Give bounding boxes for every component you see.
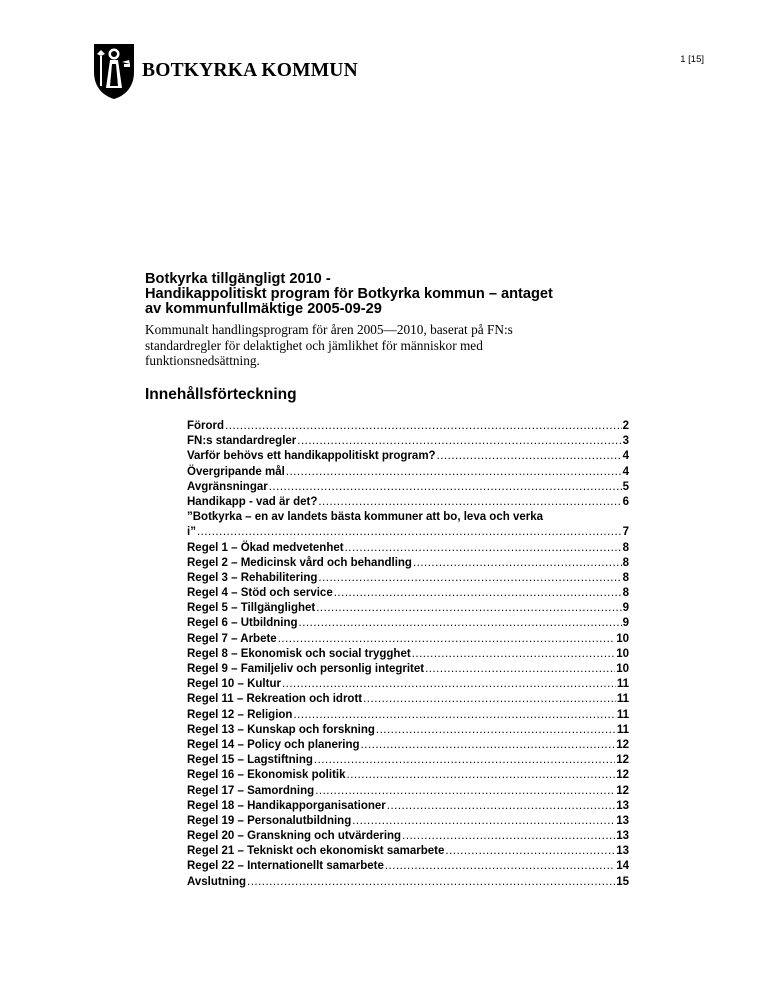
dot-leader xyxy=(247,875,615,890)
toc-entry-page: 11 xyxy=(616,678,629,691)
toc-entry-page: 8 xyxy=(622,541,629,554)
toc-entry-label: Regel 8 – Ekonomisk och social trygghet xyxy=(187,647,411,660)
dot-leader xyxy=(286,465,622,480)
toc-entry[interactable] xyxy=(187,601,629,616)
toc-entry-page: 8 xyxy=(622,556,629,569)
municipal-coat-of-arms-icon xyxy=(92,42,136,100)
toc-entry-label: Regel 10 – Kultur xyxy=(187,678,281,691)
toc-entry[interactable] xyxy=(187,541,629,556)
dot-leader xyxy=(269,480,622,495)
title-line: Botkyrka tillgängligt 2010 - xyxy=(145,271,331,287)
toc-entry[interactable] xyxy=(187,708,629,723)
toc-entry[interactable] xyxy=(187,465,629,480)
toc-entry-label: Avslutning xyxy=(187,875,246,888)
toc-entry-label: Varför behövs ett handikappolitiskt program? xyxy=(187,450,436,463)
toc-entry-label: Handikapp - vad är det? xyxy=(187,495,318,508)
dot-leader xyxy=(402,829,615,844)
toc-entry-page: 4 xyxy=(622,465,629,478)
toc-entry-label: Regel 3 – Rehabilitering xyxy=(187,571,318,584)
dot-leader xyxy=(318,495,621,510)
toc-entry-label: Regel 22 – Internationellt samarbete xyxy=(187,860,384,873)
toc-entry-page: 10 xyxy=(616,632,629,645)
toc-entry[interactable] xyxy=(187,495,629,510)
toc-entry-page: 12 xyxy=(616,784,629,797)
toc-entry[interactable] xyxy=(187,586,629,601)
toc-group xyxy=(187,541,629,890)
toc-entry[interactable] xyxy=(187,616,629,631)
dot-leader xyxy=(282,677,616,692)
title-line: Handikappolitiskt program för Botkyrka kommun – antaget xyxy=(145,286,553,303)
toc-entry-page: 11 xyxy=(616,723,629,736)
dot-leader xyxy=(352,814,615,829)
toc-entry[interactable] xyxy=(187,480,629,495)
toc-entry-label: Regel 6 – Utbildning xyxy=(187,617,298,630)
toc-entry[interactable] xyxy=(187,662,629,677)
organization-name: BOTKYRKA KOMMUN xyxy=(142,60,358,81)
toc-heading: Innehållsförteckning xyxy=(145,386,297,403)
dot-leader xyxy=(347,768,616,783)
toc-entry[interactable] xyxy=(187,859,629,874)
toc-entry-label: ”Botkyrka – en av landets bästa kommuner att bo, leva och verka xyxy=(187,511,544,524)
toc-entry-page: 12 xyxy=(616,769,629,782)
toc-entry-label: Förord xyxy=(187,420,225,432)
toc-entry-page: 8 xyxy=(622,587,629,600)
toc-entry-label: Regel 19 – Personalutbildning xyxy=(187,814,352,827)
toc-entry-page: 10 xyxy=(616,647,629,660)
toc-entry-page: 13 xyxy=(616,799,629,812)
toc-entry-label: Regel 1 – Ökad medvetenhet xyxy=(187,541,344,554)
toc-entry[interactable] xyxy=(187,738,629,753)
toc-entry-label: Regel 18 – Handikapporganisationer xyxy=(187,799,386,812)
toc-entry-label: Övergripande mål xyxy=(187,465,285,478)
intro-line: standardregler för delaktighet och jämlikhet för människor med xyxy=(145,337,483,353)
dot-leader xyxy=(437,449,622,464)
toc-entry-label: Regel 12 – Religion xyxy=(187,708,293,721)
toc-group xyxy=(187,419,629,510)
toc-entry-label: Regel 21 – Tekniskt och ekonomiskt samarbete xyxy=(187,845,445,858)
toc-entry[interactable] xyxy=(187,784,629,799)
dot-leader xyxy=(293,708,615,723)
toc-entry-page: 14 xyxy=(616,860,629,873)
dot-leader xyxy=(387,799,615,814)
toc-entry[interactable] xyxy=(187,434,629,449)
document-title xyxy=(145,272,665,318)
dot-leader xyxy=(225,419,622,434)
toc-entry[interactable] xyxy=(187,419,629,434)
dot-leader xyxy=(299,616,622,631)
toc-entry-page: 8 xyxy=(622,571,629,584)
toc-entry[interactable] xyxy=(187,510,629,540)
toc-entry-page: 6 xyxy=(622,495,629,508)
toc-entry-page: 9 xyxy=(622,617,629,630)
dot-leader xyxy=(445,844,615,859)
dot-leader xyxy=(278,632,616,647)
toc-entry-page: 3 xyxy=(622,435,629,448)
dot-leader xyxy=(376,723,616,738)
toc-entry-page: 13 xyxy=(616,845,629,858)
toc-entry-page: 13 xyxy=(616,814,629,827)
toc-entry-label: Regel 13 – Kunskap och forskning xyxy=(187,723,375,736)
toc-entry-page: 2 xyxy=(622,420,629,432)
dot-leader xyxy=(314,753,615,768)
dot-leader xyxy=(345,541,622,556)
dot-leader xyxy=(297,434,621,449)
toc-entry-label: Regel 9 – Familjeliv och personlig integritet xyxy=(187,663,425,676)
toc-entry[interactable] xyxy=(187,692,629,707)
toc-entry-label: Regel 14 – Policy och planering xyxy=(187,738,360,751)
toc-entry[interactable] xyxy=(187,571,629,586)
toc-entry-page: 12 xyxy=(616,754,629,767)
toc-entry-page: 10 xyxy=(616,663,629,676)
toc-entry[interactable] xyxy=(187,875,629,890)
toc-entry-label: Regel 15 – Lagstiftning xyxy=(187,754,313,767)
toc-entry-label: Avgränsningar xyxy=(187,480,268,493)
toc-entry-page: 11 xyxy=(616,708,629,721)
title-line: av kommunfullmäktige 2005-09-29 xyxy=(145,301,382,318)
dot-leader xyxy=(363,692,616,707)
toc-entry-continuation xyxy=(187,525,629,540)
toc-entry-page: 9 xyxy=(622,602,629,615)
toc-entry-label: Regel 7 – Arbete xyxy=(187,632,277,645)
toc-entry[interactable] xyxy=(187,768,629,783)
toc-entry-label: Regel 11 – Rekreation och idrott xyxy=(187,693,363,706)
toc-entry-page: 12 xyxy=(616,738,629,751)
toc-entry-page: 15 xyxy=(616,875,629,888)
toc-entry-page: 11 xyxy=(616,693,629,706)
page-number: 1 [15] xyxy=(680,54,704,65)
toc-entry[interactable] xyxy=(187,814,629,829)
intro-line: Kommunalt handlingsprogram för åren 2005—2010, baserat på FN:s xyxy=(145,322,513,337)
toc-entry-label: Regel 17 – Samordning xyxy=(187,784,315,797)
dot-leader xyxy=(361,738,616,753)
toc-entry-page: 7 xyxy=(622,526,629,539)
toc-entry[interactable] xyxy=(187,844,629,859)
toc-entry[interactable] xyxy=(187,723,629,738)
toc-entry-label: Regel 5 – Tillgänglighet xyxy=(187,602,316,615)
toc-entry-page: 5 xyxy=(622,480,629,493)
toc-entry-label: Regel 4 – Stöd och service xyxy=(187,587,333,600)
toc-entry[interactable] xyxy=(187,753,629,768)
intro-paragraph xyxy=(145,322,615,369)
table-of-contents xyxy=(187,419,629,890)
dot-leader xyxy=(318,571,621,586)
intro-line: funktionsnedsättning. xyxy=(145,353,260,368)
toc-entry[interactable] xyxy=(187,647,629,662)
dot-leader xyxy=(412,647,616,662)
dot-leader xyxy=(316,601,621,616)
toc-entry[interactable] xyxy=(187,556,629,571)
letterhead xyxy=(92,42,358,100)
dot-leader xyxy=(385,859,615,874)
toc-entry[interactable] xyxy=(187,829,629,844)
toc-entry-label: i” xyxy=(187,526,196,539)
dot-leader xyxy=(334,586,622,601)
toc-entry-label: Regel 2 – Medicinsk vård och behandling xyxy=(187,556,412,569)
toc-entry-label: Regel 20 – Granskning och utvärdering xyxy=(187,830,402,843)
toc-entry-page: 4 xyxy=(622,450,629,463)
toc-entry[interactable] xyxy=(187,449,629,464)
dot-leader xyxy=(425,662,615,677)
toc-entry-page: 13 xyxy=(616,830,629,843)
dot-leader xyxy=(413,556,622,571)
toc-entry[interactable] xyxy=(187,677,629,692)
dot-leader xyxy=(197,525,622,540)
dot-leader xyxy=(315,784,615,799)
toc-entry-label: Regel 16 – Ekonomisk politik xyxy=(187,769,346,782)
toc-entry[interactable] xyxy=(187,799,629,814)
toc-entry-label: FN:s standardregler xyxy=(187,435,297,448)
toc-entry[interactable] xyxy=(187,632,629,647)
